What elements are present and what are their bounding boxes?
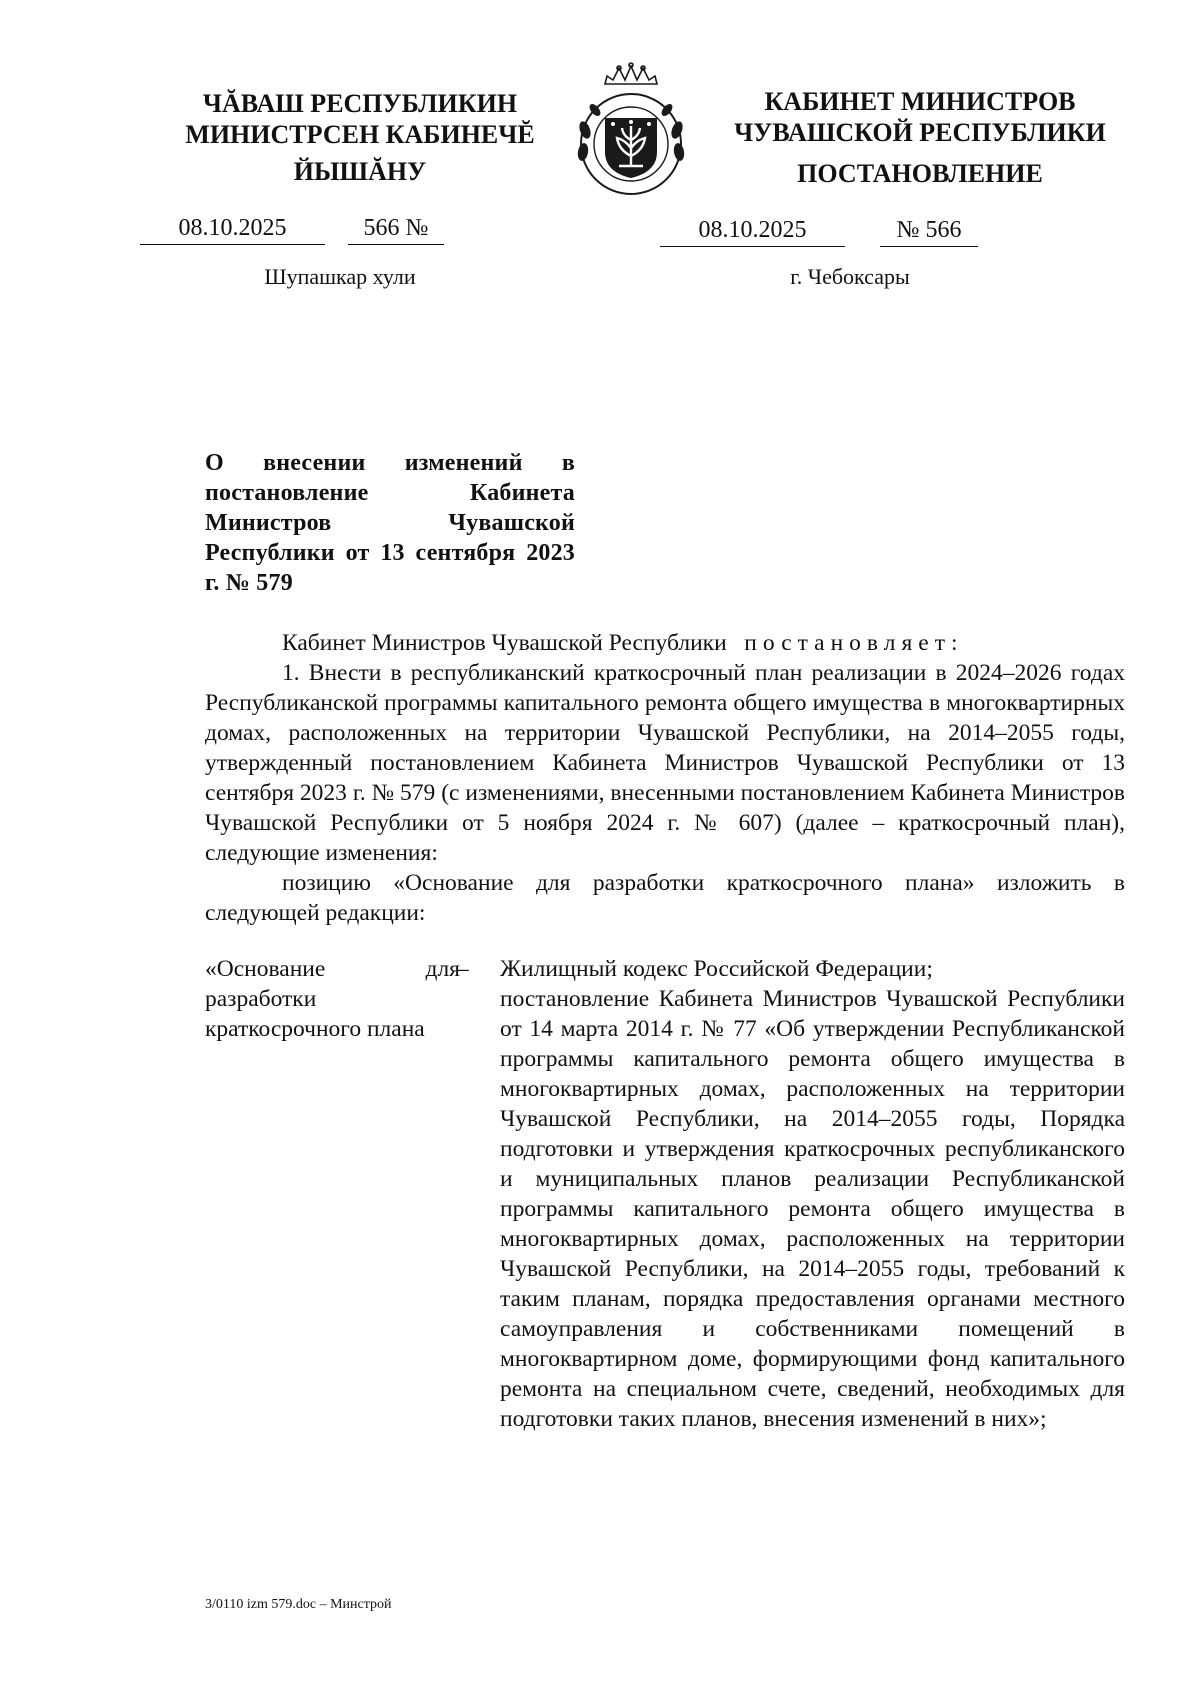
- number-field-left: 566 №: [348, 214, 444, 245]
- org-name-russian-line2: ЧУВАШСКОЙ РЕСПУБЛИКИ: [734, 118, 1106, 147]
- org-name-russian: [720, 86, 1120, 148]
- position-value-cell: [500, 954, 1125, 1434]
- position-dash: –: [457, 956, 469, 982]
- position-value-line2: постановление Кабинета Министров Чувашской Республики от 14 марта 2014 г. № 77 «Об утверждении Республиканской программы капитального ремонта общего имущества в многоквартирных домах, расположенных на территории Чувашской Республики, на 2014–2055 годы, Порядка подготовки и утверждения краткосрочных республиканского и муниципальных планов реализации Республиканской программы капитального ремонта общего имущества в многоквартирных домах, расположенных на территории Чувашской Республики, на 2014–2055 годы, требований к таким планам, порядка предоставления органами местного самоуправления и собственниками помещений в многоквартирном доме, формирующими фонд капитального ремонта на специальном счете, сведений, необходимых для подготовки таких планов, внесения изменений в них»;: [500, 986, 1125, 1432]
- position-label-cell: [205, 954, 475, 1044]
- footer-file-reference: 3/0110 izm 579.doc – Минстрой: [205, 1597, 392, 1612]
- org-name-chuvash: [160, 88, 560, 150]
- org-name-russian-line1: КАБИНЕТ МИНИСТРОВ: [764, 87, 1076, 116]
- paragraph-1: 1. Внести в республиканский краткосрочный план реализации в 2024–2026 годах Республиканской программы капитального ремонта общего имущества в многоквартирных домах, расположенных на территории Чувашской Республики, на 2014–2055 годы, утвержденный постановлением Кабинета Министров Чувашской Республики от 13 сентября 2023 г. № 579 (с изменениями, внесенными постановлением Кабинета Министров Чувашской Республики от 5 ноября 2024 г. № 607) (далее – краткосрочный план), следующие изменения:: [205, 660, 1125, 866]
- city-chuvash: Шупашкар хули: [264, 264, 416, 289]
- city-russian: г. Чебоксары: [790, 264, 910, 289]
- position-value-line1: Жилищный кодекс Российской Федерации;: [500, 956, 933, 982]
- paragraph-2: позицию «Основание для разработки краткосрочного плана» изложить в следующей редакции:: [205, 870, 1125, 926]
- org-name-chuvash-line1: ЧĂВАШ РЕСПУБЛИКИН: [202, 89, 518, 118]
- intro-line: [282, 628, 964, 658]
- document-title: О внесении изменений в постановление Кабинета Министров Чувашской Республики от 13 сентября 2023 г. № 579: [205, 450, 575, 596]
- date-field-right: 08.10.2025: [660, 216, 845, 247]
- number-field-right: № 566: [880, 216, 978, 247]
- emblem: [575, 60, 687, 200]
- doc-type-russian: ПОСТАНОВЛЕНИЕ: [797, 159, 1043, 188]
- org-name-chuvash-line2: МИНИСТРСЕН КАБИНЕЧĔ: [185, 120, 535, 149]
- intro-prefix: Кабинет Министров Чувашской Республики: [282, 630, 727, 656]
- doc-type-chuvash: ЙЫШĂНУ: [293, 157, 427, 186]
- date-field-left: 08.10.2025: [140, 214, 325, 245]
- chuvash-coat-of-arms-icon: [575, 60, 687, 200]
- position-label: «Основание для разработки краткосрочного плана: [205, 956, 460, 1042]
- intro-verb: постановляет:: [744, 630, 964, 656]
